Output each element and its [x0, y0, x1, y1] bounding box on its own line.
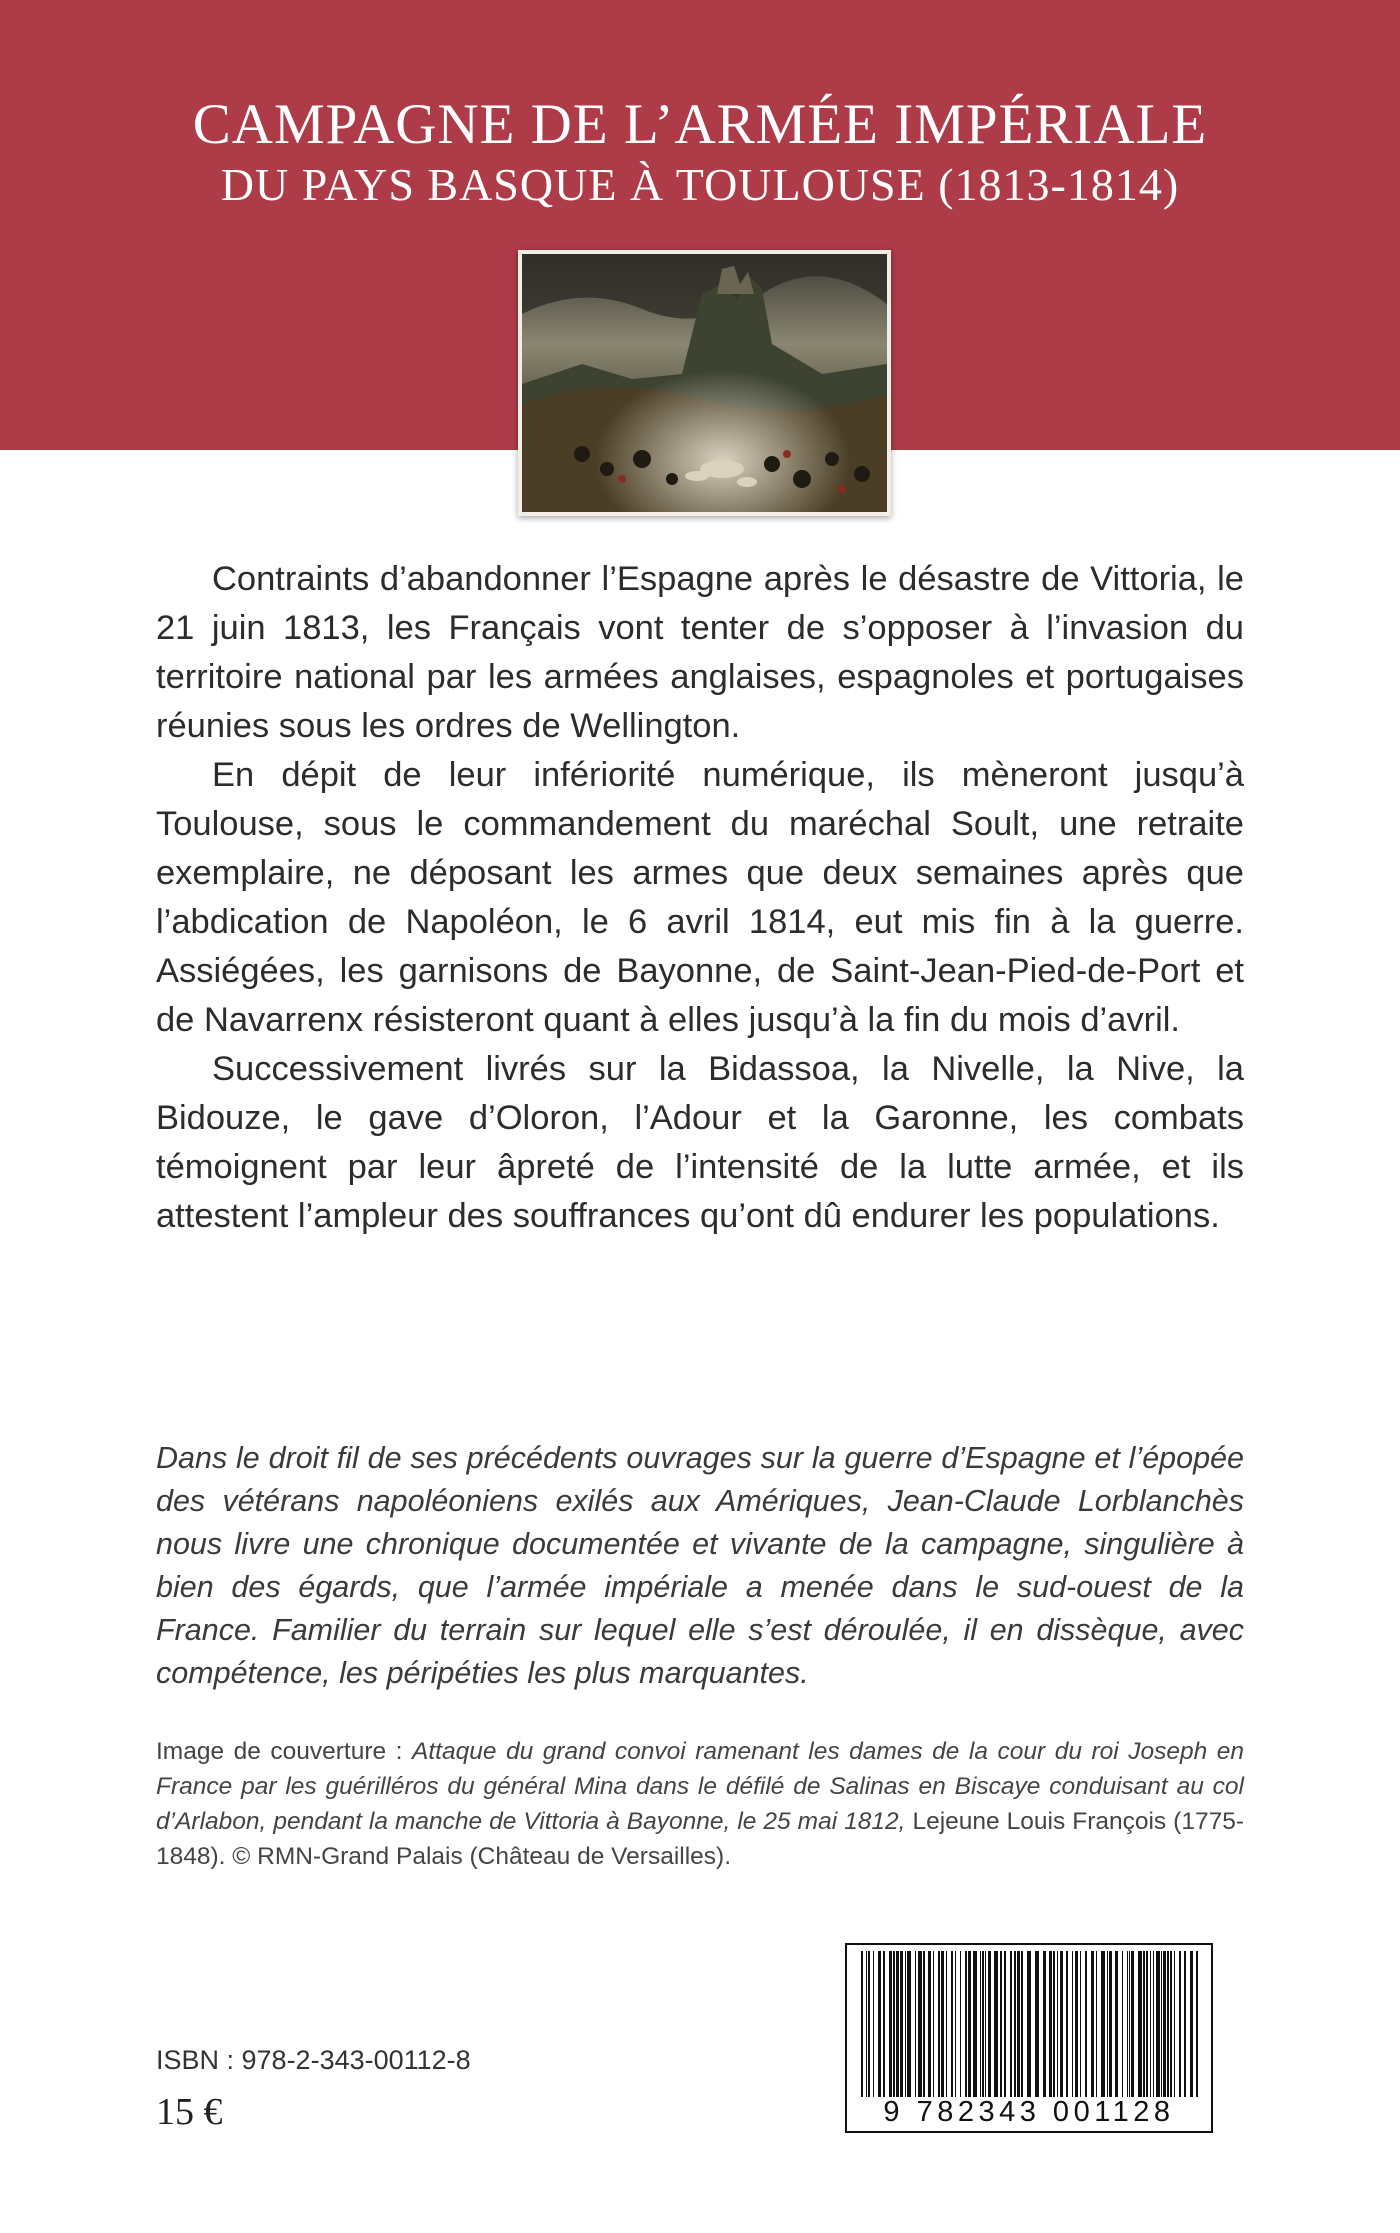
price: 15 €	[156, 2091, 223, 2133]
credit-label: Image de couverture :	[156, 1738, 412, 1765]
barcode-digits: 9 782343 001128	[849, 2097, 1209, 2127]
credit-artist: Lejeune Louis François (1775-1848). © RMN-Grand Palais (Château de Versailles).	[156, 1808, 1244, 1870]
barcode	[845, 1943, 1213, 2133]
isbn: ISBN : 978-2-343-00112-8	[156, 2045, 471, 2075]
cover-painting	[518, 250, 891, 516]
book-title: CAMPAGNE DE L’ARMÉE IMPÉRIALE	[192, 93, 1208, 156]
battle-painting-icon	[522, 254, 887, 512]
image-credit	[156, 1734, 1244, 1874]
description	[156, 555, 1244, 1241]
author-blurb: Dans le droit fil de ses précédents ouvrages sur la guerre d’Espagne et l’épopée des vétérans napoléoniens exilés aux Amériques, Jean-Claude Lorblanchès nous livre une chronique documentée et vivante de la campagne, singulière à bien des égards, que l’armée impériale a menée dans le sud-ouest de la France. Familier du terrain sur lequel elle s’est déroulée, il en dissèque, avec compétence, les péripéties les plus marquantes.	[156, 1441, 1244, 1690]
description-paragraph-1: Contraints d’abandonner l’Espagne après le désastre de Vittoria, le 21 juin 1813, les Français vont tenter de s’opposer à l’invasion du territoire national par les armées anglaises, espagnoles et portugaises réunies sous les ordres de Wellington.	[156, 560, 1244, 745]
description-paragraph-2: En dépit de leur infériorité numérique, ils mèneront jusqu’à Toulouse, sous le commandement du maréchal Soult, une retraite exemplaire, ne déposant les armes que deux semaines après que l’abdication de Napoléon, le 6 avril 1814, eut mis fin à la guerre. Assiégées, les garnisons de Bayonne, de Saint-Jean-Pied-de-Port et de Navarrenx résisteront quant à elles jusqu’à la fin du mois d’avril.	[156, 756, 1244, 1039]
credit-artwork-title: Attaque du grand convoi ramenant les dames de la cour du roi Joseph en France par les guérilléros du général Mina dans le défilé de Salinas en Biscaye conduisant au col d’Arlabon, pendant la manche de Vittoria à Bayonne, le 25 mai 1812,	[156, 1738, 1244, 1835]
description-paragraph-3: Successivement livrés sur la Bidassoa, la Nivelle, la Nive, la Bidouze, le gave d’Oloron, l’Adour et la Garonne, les combats témoignent par leur âpreté de l’intensité de la lutte armée, et ils attestent l’ampleur des souffrances qu’ont dû endurer les populations.	[156, 1050, 1244, 1235]
book-subtitle: DU PAYS BASQUE À TOULOUSE (1813-1814)	[220, 159, 1180, 210]
